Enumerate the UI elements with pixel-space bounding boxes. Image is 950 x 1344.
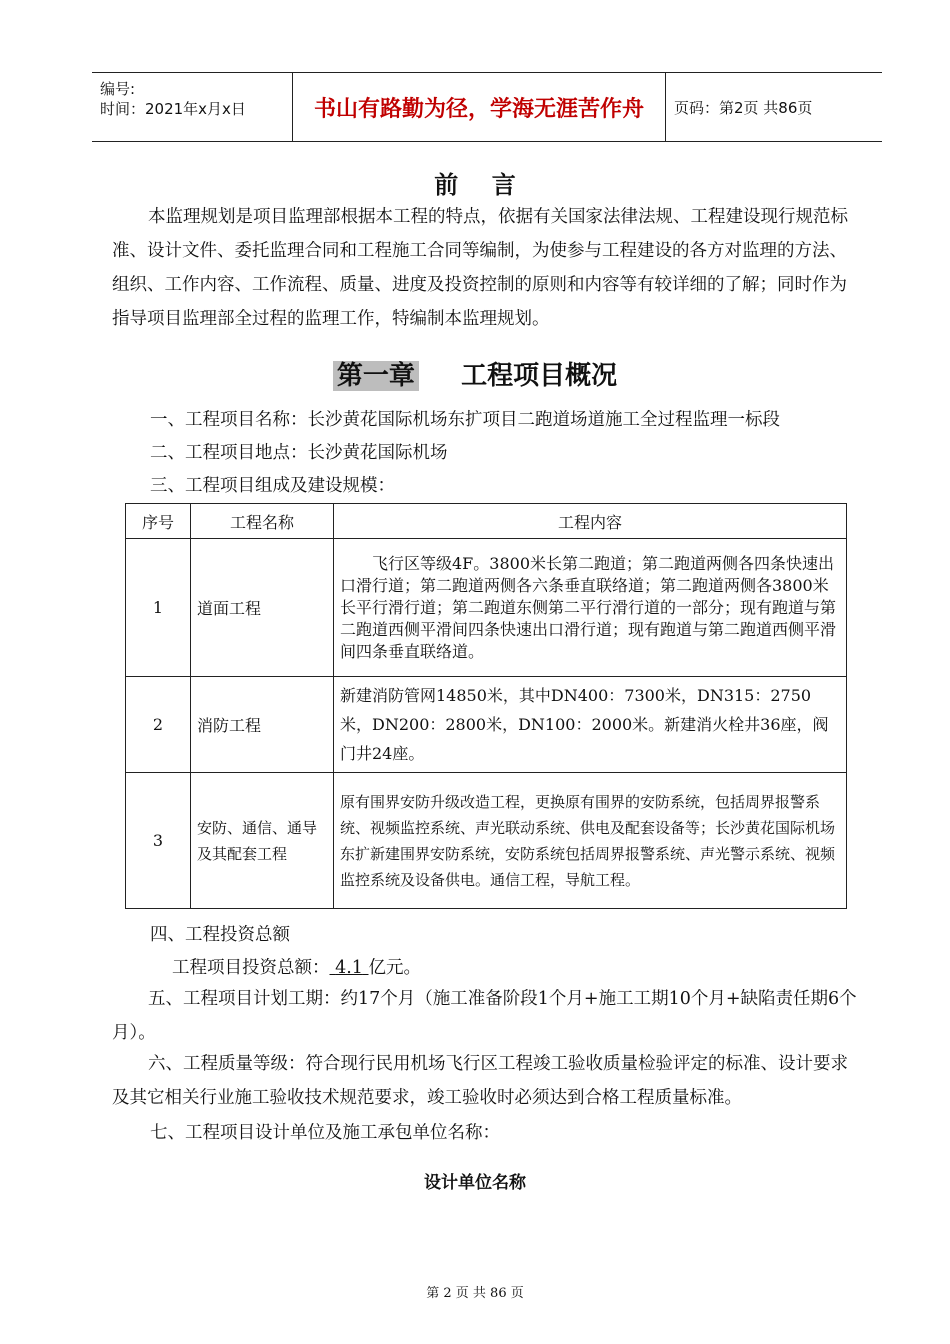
row-no: 3	[126, 773, 191, 909]
row-no: 2	[126, 677, 191, 773]
item-6: 六、工程质量等级：符合现行民用机场飞行区工程竣工验收质量检验评定的标准、设计要求及其它相关行业施工验收技术规范要求，竣工验收时必须达到合格工程质量标准。	[112, 1054, 848, 1108]
row-name: 安防、通信、通导及其配套工程	[191, 773, 334, 909]
investment-value: 4.1	[335, 958, 363, 978]
row-name: 消防工程	[191, 677, 334, 773]
table-row	[126, 677, 847, 773]
item-7: 七、工程项目设计单位及施工承包单位名称：	[150, 1123, 500, 1143]
investment-label: 工程项目投资总额：	[172, 958, 330, 978]
design-unit-heading: 设计单位名称	[424, 1173, 526, 1193]
item-5: 五、工程项目计划工期：约17个月（施工准备阶段1个月+施工工期10个月+缺陷责任期6个月）。	[112, 989, 857, 1043]
row-no: 1	[126, 539, 191, 677]
preface-title: 前 言	[434, 170, 516, 199]
row-content: 飞行区等级4F。3800米长第二跑道；第二跑道两侧各四条快速出口滑行道；第二跑道两侧各六条垂直联络道；第二跑道两侧各3800米长平行滑行道；第二跑道东侧第二平行滑行道的一部分；现有跑道与第二跑道西侧平滑间四条快速出口滑行道；现有跑道与第二跑道西侧平滑间四条垂直联络道。	[334, 539, 847, 677]
row-name: 道面工程	[191, 539, 334, 677]
table-header-row	[126, 504, 847, 539]
chapter-heading	[0, 355, 950, 392]
col-header-name: 工程名称	[191, 504, 334, 539]
item-1: 一、工程项目名称：长沙黄花国际机场东扩项目二跑道场道施工全过程监理一标段	[150, 410, 780, 430]
header-page-label: 页码：第2页 共86页	[674, 98, 813, 117]
chapter-number: 第一章	[333, 361, 419, 391]
number-label: 编号:	[100, 80, 136, 98]
col-header-no: 序号	[126, 504, 191, 539]
col-header-content: 工程内容	[334, 504, 847, 539]
preface-text: 本监理规划是项目监理部根据本工程的特点，依据有关国家法律法规、工程建设现行规范标准、设计文件、委托监理合同和工程施工合同等编制，为使参与工程建设的各方对监理的方法、组织、工作内容、工作流程、质量、进度及投资控制的原则和内容等有较详细的了解；同时作为指导项目监理部全过程的监理工作，特编制本监理规划。	[112, 207, 848, 329]
row-content: 新建消防管网14850米，其中DN400：7300米，DN315：2750米，DN200：2800米，DN100：2000米。新建消火栓井36座，阀门井24座。	[334, 677, 847, 773]
time-label: 时间：2021年x月x日	[100, 100, 246, 118]
row-content: 原有围界安防升级改造工程，更换原有围界的安防系统，包括周界报警系统、视频监控系统、声光联动系统、供电及配套设备等；长沙黄花国际机场东扩新建围界安防系统，安防系统包括周界报警系统、声光警示系统、视频监控系统及设备供电。通信工程，导航工程。	[334, 773, 847, 909]
item-3: 三、工程项目组成及建设规模：	[150, 476, 395, 496]
header-meta	[92, 73, 292, 141]
project-table	[125, 503, 847, 909]
table-row	[126, 773, 847, 909]
chapter-name: 工程项目概况	[461, 361, 618, 391]
investment-unit: 亿元。	[368, 958, 421, 978]
table-row	[126, 539, 847, 677]
item-2: 二、工程项目地点：长沙黄花国际机场	[150, 443, 448, 463]
header-motto: 书山有路勤为径，学海无涯苦作舟	[292, 73, 666, 141]
document-header	[92, 72, 882, 142]
page-footer: 第 2 页 共 86 页	[426, 1286, 524, 1301]
investment-line	[172, 954, 421, 979]
item-4: 四、工程投资总额	[150, 925, 290, 945]
